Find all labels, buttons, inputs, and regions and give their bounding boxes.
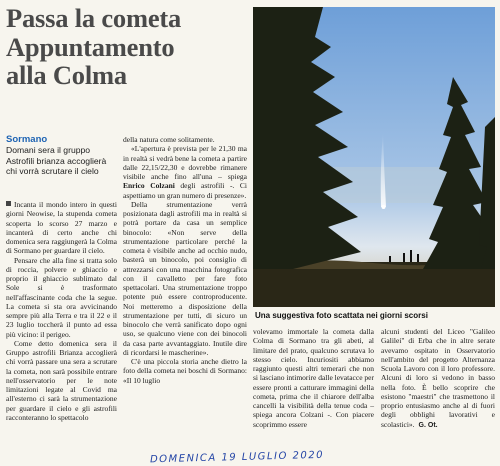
comet-photo-image	[253, 7, 495, 307]
headline	[6, 4, 256, 90]
author-signature: G. Ot.	[418, 421, 438, 429]
headline-line-3: alla Colma	[6, 60, 127, 90]
article-paragraph: volevamo immortale la cometa dalla Colma di Sormano tra gli abeti, al limitare del prato, qualcuno scrutava lo stesso cielo. Incuriositi abbiamo raggiunto questi altri temerari che non si lasciano intimorire dalle levatacce per essere pronti a catturare immagini della cometa, prima che il chiarore dell'alba cancelli la visibilità della tenue coda – spiega ancora Colzani -. Con piacere scoprimmo essere	[253, 327, 374, 429]
article-paragraph: della natura come solitamente.	[123, 135, 215, 144]
article-paragraph: C'è una piccola storia anche dietro la foto della cometa nei boschi di Sormano: «Il 10 luglio	[123, 357, 247, 385]
article-paragraph: «L'apertura è prevista per le 21,30 ma in realtà si vedrà bene la cometa a partire dalle 22,15/22,30 e dovrebbe rimanere visibile anche fino all'una – spiega Enrico Colzani degli astrofili -. Ci aspettiamo un gran numero di presenze».	[123, 144, 247, 200]
headline-line-1: Passa la cometa	[6, 3, 182, 33]
article-paragraph: Incanta il mondo intero in questi giorni Neowise, la stupenda cometa scoperta lo scorso 27 marzo e incanterà di certo anche chi domenica sera raggiungerà la Colma di Sormano per guardare il cielo.	[6, 200, 117, 256]
article-paragraph: alcuni studenti del Liceo "Galileo Galilei" di Erba che in altre serate avevamo ospitato in Osservatorio nell'ambito del progetto Alternanza Scuola Lavoro con il loro professore. Alcuni di loro si vedono in basso nella foto. È bello scoprire che esistono "maestri" che trasmettono il proprio entusiasmo anche al di fuori degli obblighi lavorativi e scolastici». G. Ot.	[381, 327, 495, 429]
square-bullet-icon	[6, 201, 11, 206]
section-label: Sormano	[6, 134, 48, 145]
headline-line-2: Appuntamento	[6, 31, 175, 62]
article-column-4	[381, 327, 495, 430]
article-paragraph: Come detto domenica sera il Gruppo astrofili Brianza accoglierà chi vorrà passare una sera a scrutare la cometa, non sarà possibile entrare nell'osservatorio per le note limitazioni legate al Covid ma all'esterno ci sarà la strumentazione per guardare il cielo e gli astrofili racconteranno lo spettacolo	[6, 338, 117, 422]
article-column-2	[123, 135, 247, 385]
article-summary: Domani sera il gruppo Astrofili brianza accoglierà chi vorrà scrutare il cielo	[6, 145, 107, 177]
photo-caption: Una suggestiva foto scattata nei giorni scorsi	[255, 311, 428, 320]
article-column-1	[6, 200, 117, 422]
handwritten-date-note: DOMENICA 19 LUGLIO 2020	[149, 449, 325, 466]
article-column-3	[253, 327, 374, 429]
article-paragraph: Pensare che alla fine si tratta solo di roccia, polvere e ghiaccio e proprio il ghiaccio sublimato dal Sole si è trasformato nell'affascinante coda che la segue. La cometa si sta ora avvicinando sempre più alla Terra e tra il 22 e il 23 luglio toccherà il punto ad essa più vicino: il perigeo.	[6, 255, 117, 339]
article-paragraph: Della strumentazione verrà posizionata dagli astrofili ma in realtà si potrà portare da casa un semplice binocolo: «Non serve della strumentazione particolare perché la cometa è visibile anche ad occhio nudo, basterà un binocolo, poi consiglio di attrezzarsi con una macchina fotografica con il cavalletto per fare foto spettacolari. Una strumentazione troppo potente può essere controproducente. Noi metteremo a disposizione della strumentazione per tutti, di sicuro un binocolo che verrà sanificato dopo ogni uso, se qualcuno viene con dei binocoli da casa parte avvantaggiato. Inutile dire di ricordarsi le mascherine».	[123, 199, 247, 357]
comet-photo	[253, 7, 495, 307]
